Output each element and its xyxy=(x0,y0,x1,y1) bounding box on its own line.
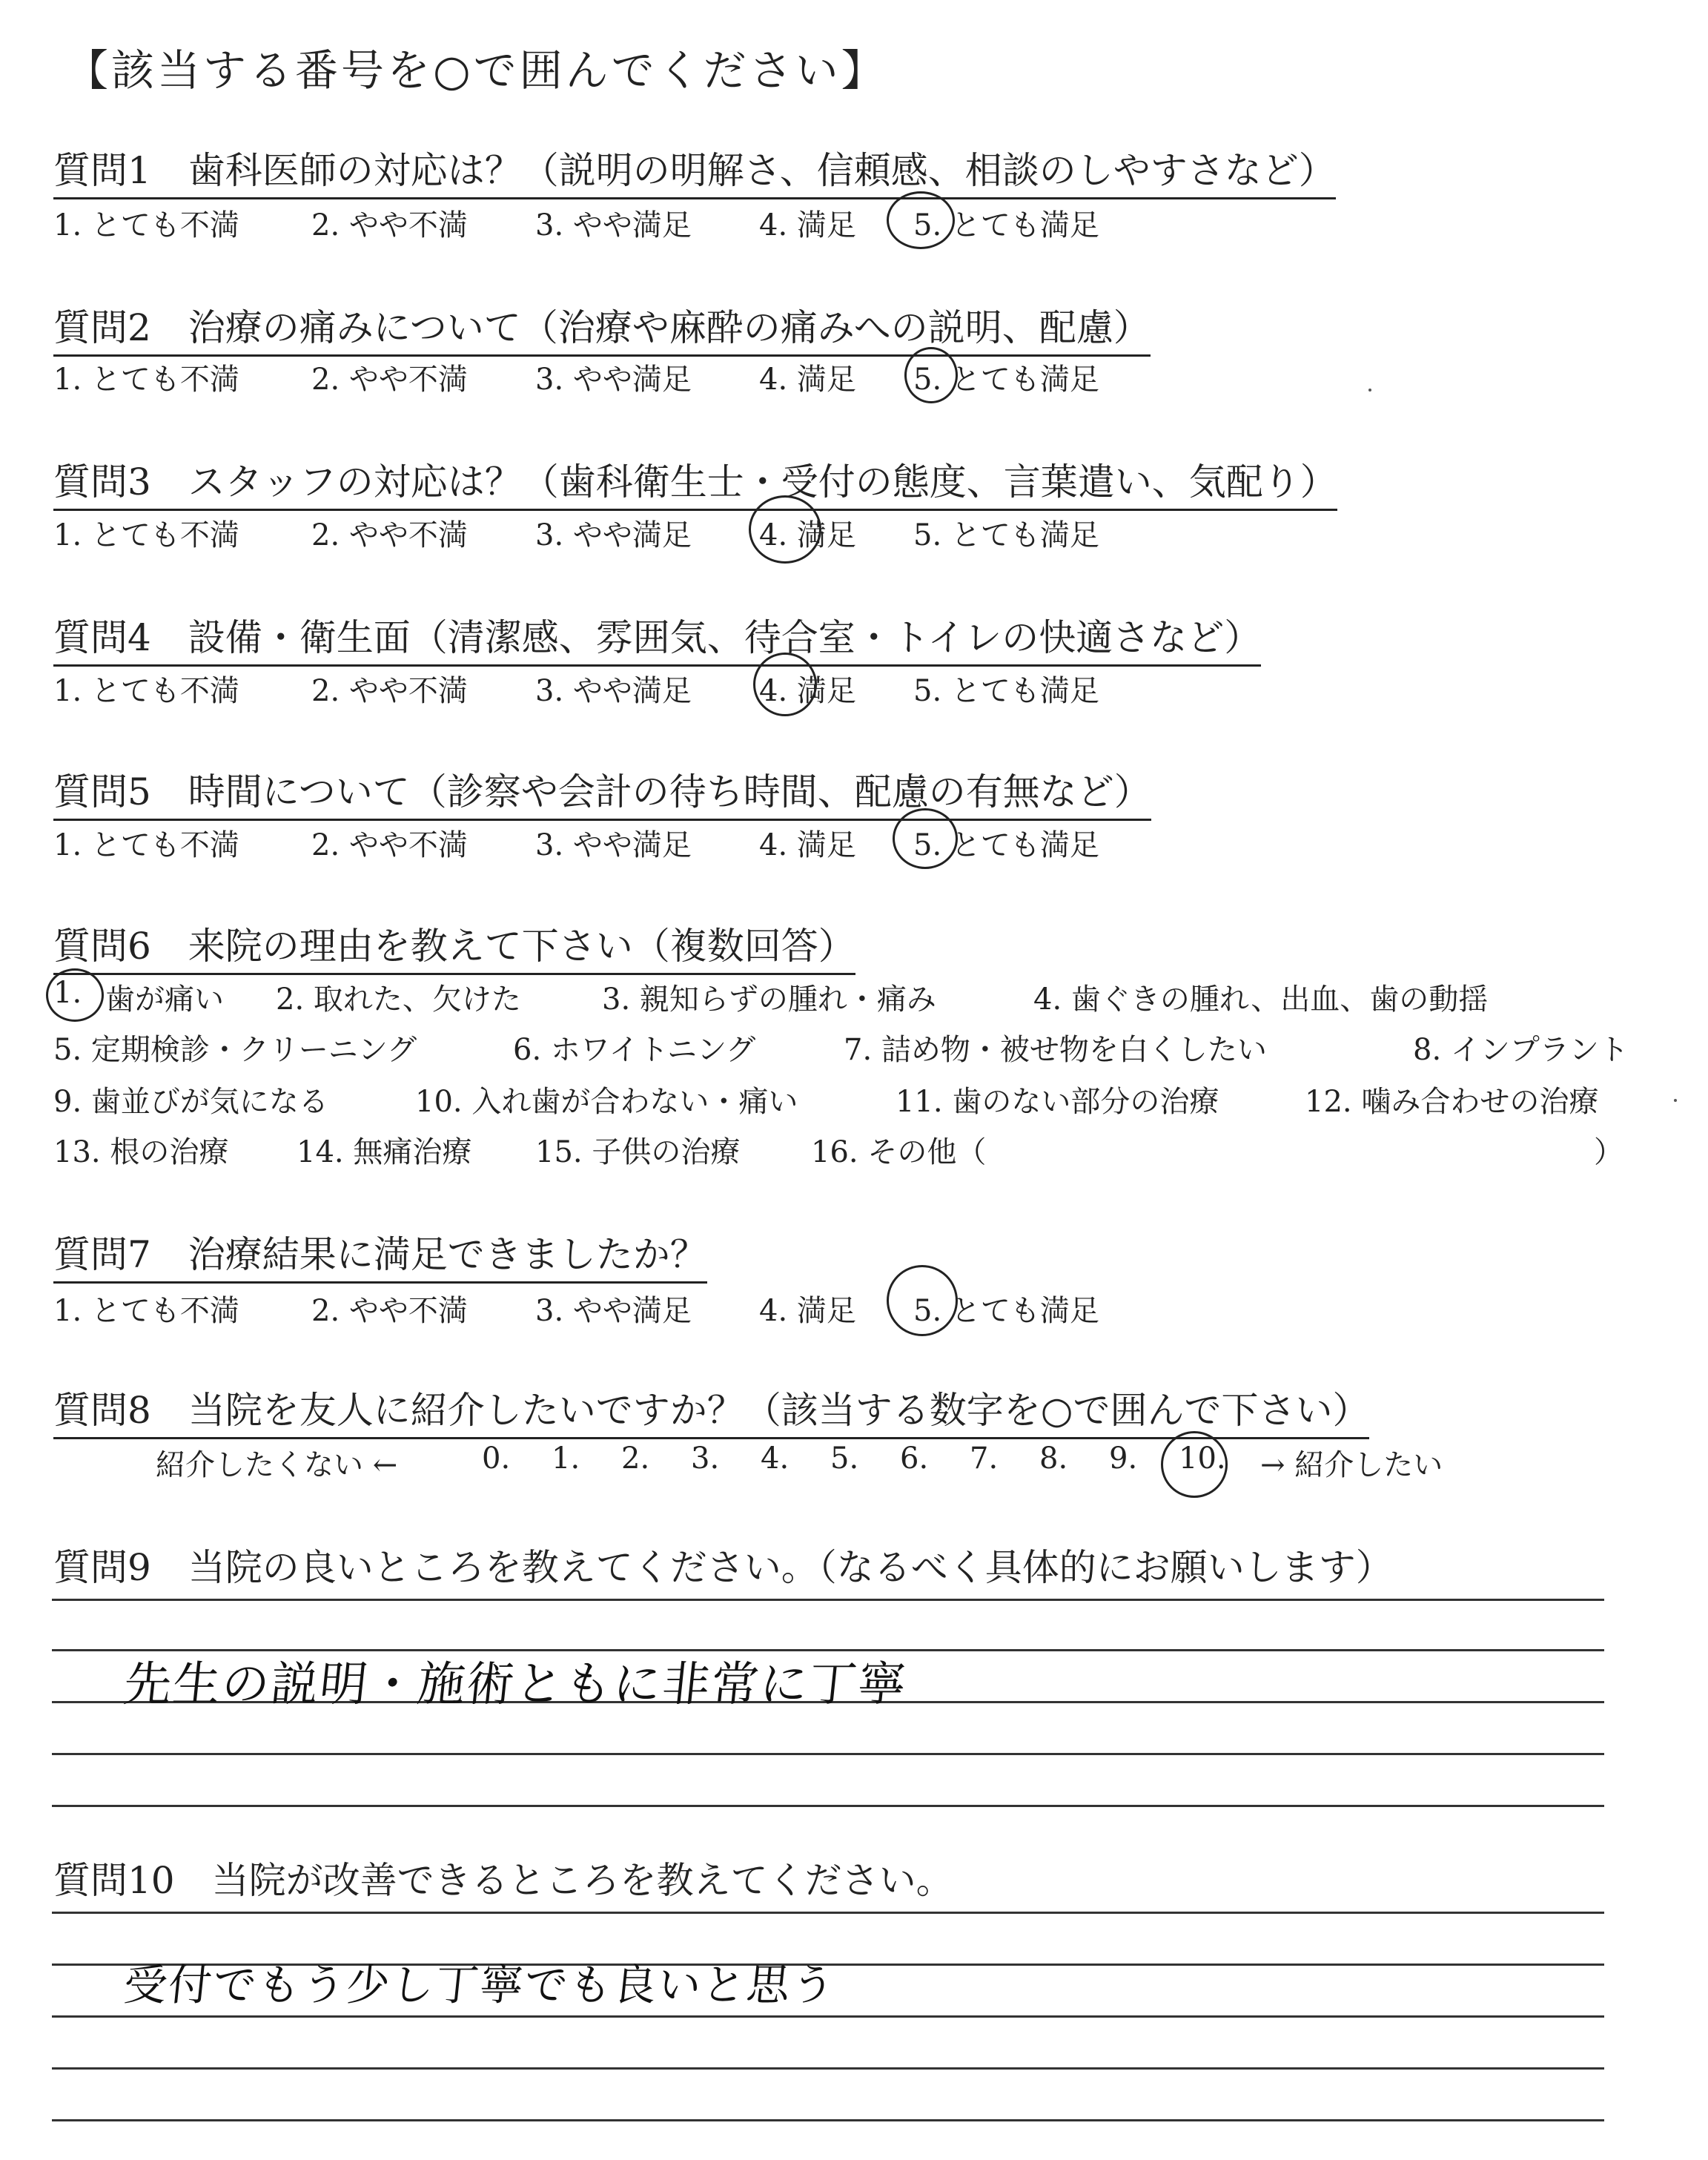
selection-circle xyxy=(749,495,821,564)
question-1: 質問1 歯科医師の対応は？（説明の明解さ、信頼感、相談のしやすさなど） xyxy=(53,141,1336,199)
scale-9[interactable]: 9. xyxy=(1109,1441,1138,1476)
option-1[interactable]: 1. とても不満 xyxy=(53,363,239,397)
reason-16[interactable]: 16. その他（ xyxy=(811,1135,987,1169)
recommend-scale xyxy=(156,1441,1490,1483)
question-8: 質問8 当院を友人に紹介したいですか？（該当する数字を○で囲んで下さい） xyxy=(53,1381,1369,1439)
reason-1-label[interactable]: 歯が痛い xyxy=(105,982,224,1017)
selection-circle xyxy=(887,1265,958,1336)
scale-2[interactable]: 2. xyxy=(621,1441,650,1476)
option-1[interactable]: 1. とても不満 xyxy=(53,1294,239,1328)
reason-9[interactable]: 9. 歯並びが気になる xyxy=(53,1085,328,1119)
option-5[interactable]: 5. とても満足 xyxy=(913,674,1099,708)
reason-4[interactable]: 4. 歯ぐきの腫れ、出血、歯の動揺 xyxy=(1033,982,1489,1017)
reason-8[interactable]: 8. インプラント xyxy=(1413,1033,1629,1067)
selection-circle xyxy=(753,653,817,716)
option-1[interactable]: 1. とても不満 xyxy=(53,208,239,242)
scale-6[interactable]: 6. xyxy=(900,1441,929,1476)
scale-left-label: 紹介したくない ← xyxy=(156,1448,398,1482)
question-3: 質問3 スタッフの対応は？（歯科衛生士・受付の態度、言葉遣い、気配り） xyxy=(53,452,1337,511)
option-4[interactable]: 4. 満足 xyxy=(759,1294,856,1328)
reason-2[interactable]: 2. 取れた、欠けた xyxy=(276,982,521,1017)
option-5[interactable]: 5. とても満足 xyxy=(913,1294,1099,1328)
question-7: 質問7 治療結果に満足できましたか？ xyxy=(53,1225,707,1284)
question-4: 質問4 設備・衛生面（清潔感、雰囲気、待合室・トイレの快適さなど） xyxy=(53,608,1261,667)
option-2[interactable]: 2. やや不満 xyxy=(311,363,468,397)
question-10: 質問10 当院が改善できるところを教えてください。 xyxy=(53,1859,953,1902)
answer-line xyxy=(52,1599,1604,1601)
scale-4[interactable]: 4. xyxy=(761,1441,790,1476)
scan-speck xyxy=(1368,389,1371,392)
reason-15[interactable]: 15. 子供の治療 xyxy=(535,1135,741,1169)
reason-7[interactable]: 7. 詰め物・被せ物を白くしたい xyxy=(844,1033,1267,1067)
answer-line xyxy=(52,2015,1604,2018)
selection-circle xyxy=(887,191,955,249)
scale-right-label: → 紹介したい xyxy=(1260,1448,1443,1482)
answer-line xyxy=(52,2067,1604,2070)
option-3[interactable]: 3. やや満足 xyxy=(535,363,692,397)
option-4[interactable]: 4. 満足 xyxy=(759,518,856,552)
question-9: 質問9 当院の良いところを教えてください。（なるべく具体的にお願いします） xyxy=(53,1546,1393,1589)
reason-13[interactable]: 13. 根の治療 xyxy=(53,1135,229,1169)
option-4[interactable]: 4. 満足 xyxy=(759,363,856,397)
scale-3[interactable]: 3. xyxy=(691,1441,720,1476)
option-2[interactable]: 2. やや不満 xyxy=(311,674,468,708)
scale-10[interactable]: 10. xyxy=(1179,1441,1226,1476)
reason-12[interactable]: 12. 噛み合わせの治療 xyxy=(1305,1085,1599,1119)
option-4[interactable]: 4. 満足 xyxy=(759,828,856,862)
option-4[interactable]: 4. 満足 xyxy=(759,674,856,708)
scale-0[interactable]: 0. xyxy=(482,1441,511,1476)
scale-1[interactable]: 1. xyxy=(552,1441,580,1476)
option-3[interactable]: 3. やや満足 xyxy=(535,208,692,242)
reason-10[interactable]: 10. 入れ歯が合わない・痛い xyxy=(415,1085,798,1119)
page-title: 【該当する番号を○で囲んでください】 xyxy=(65,45,887,96)
scale-7[interactable]: 7. xyxy=(970,1441,999,1476)
option-1[interactable]: 1. とても不満 xyxy=(53,518,239,552)
scale-5[interactable]: 5. xyxy=(830,1441,859,1476)
handwritten-answer-9[interactable]: 先生の説明・施術ともに非常に丁寧 xyxy=(121,1657,910,1712)
answer-line xyxy=(52,1753,1604,1755)
option-2[interactable]: 2. やや不満 xyxy=(311,1294,468,1328)
answer-line xyxy=(52,1805,1604,1807)
option-5[interactable]: 5. とても満足 xyxy=(913,518,1099,552)
scale-8[interactable]: 8. xyxy=(1039,1441,1068,1476)
option-4[interactable]: 4. 満足 xyxy=(759,208,856,242)
question-5: 質問5 時間について（診察や会計の待ち時間、配慮の有無など） xyxy=(53,762,1151,821)
question-2: 質問2 治療の痛みについて（治療や麻酔の痛みへの説明、配慮） xyxy=(53,298,1151,357)
reason-6[interactable]: 6. ホワイトニング xyxy=(513,1033,756,1067)
reason-3[interactable]: 3. 親知らずの腫れ・痛み xyxy=(602,982,936,1017)
handwritten-answer-10[interactable]: 受付でもう少し丁寧でも良いと思う xyxy=(121,1960,839,2010)
reason-5[interactable]: 5. 定期検診・クリーニング xyxy=(53,1033,417,1067)
option-1[interactable]: 1. とても不満 xyxy=(53,674,239,708)
option-5[interactable]: 5. とても満足 xyxy=(913,828,1099,862)
reason-14[interactable]: 14. 無痛治療 xyxy=(297,1135,472,1169)
selection-circle xyxy=(46,968,104,1022)
option-5[interactable]: 5. とても満足 xyxy=(913,208,1099,242)
option-1[interactable]: 1. とても不満 xyxy=(53,828,239,862)
question-6: 質問6 来院の理由を教えて下さい（複数回答） xyxy=(53,916,855,975)
option-3[interactable]: 3. やや満足 xyxy=(535,1294,692,1328)
reason-11[interactable]: 11. 歯のない部分の治療 xyxy=(896,1085,1219,1119)
selection-circle xyxy=(1161,1431,1228,1498)
reason-1-number[interactable]: 1. xyxy=(53,976,82,1010)
option-5[interactable]: 5. とても満足 xyxy=(913,363,1099,397)
answer-line xyxy=(52,2119,1604,2121)
option-3[interactable]: 3. やや満足 xyxy=(535,518,692,552)
option-3[interactable]: 3. やや満足 xyxy=(535,828,692,862)
reason-16-close-paren: ） xyxy=(1594,1135,1623,1169)
option-2[interactable]: 2. やや不満 xyxy=(311,208,468,242)
option-2[interactable]: 2. やや不満 xyxy=(311,518,468,552)
scan-speck xyxy=(1674,1099,1677,1102)
answer-line xyxy=(52,1912,1604,1914)
selection-circle xyxy=(893,808,958,869)
option-3[interactable]: 3. やや満足 xyxy=(535,674,692,708)
option-2[interactable]: 2. やや不満 xyxy=(311,828,468,862)
selection-circle xyxy=(904,347,958,403)
